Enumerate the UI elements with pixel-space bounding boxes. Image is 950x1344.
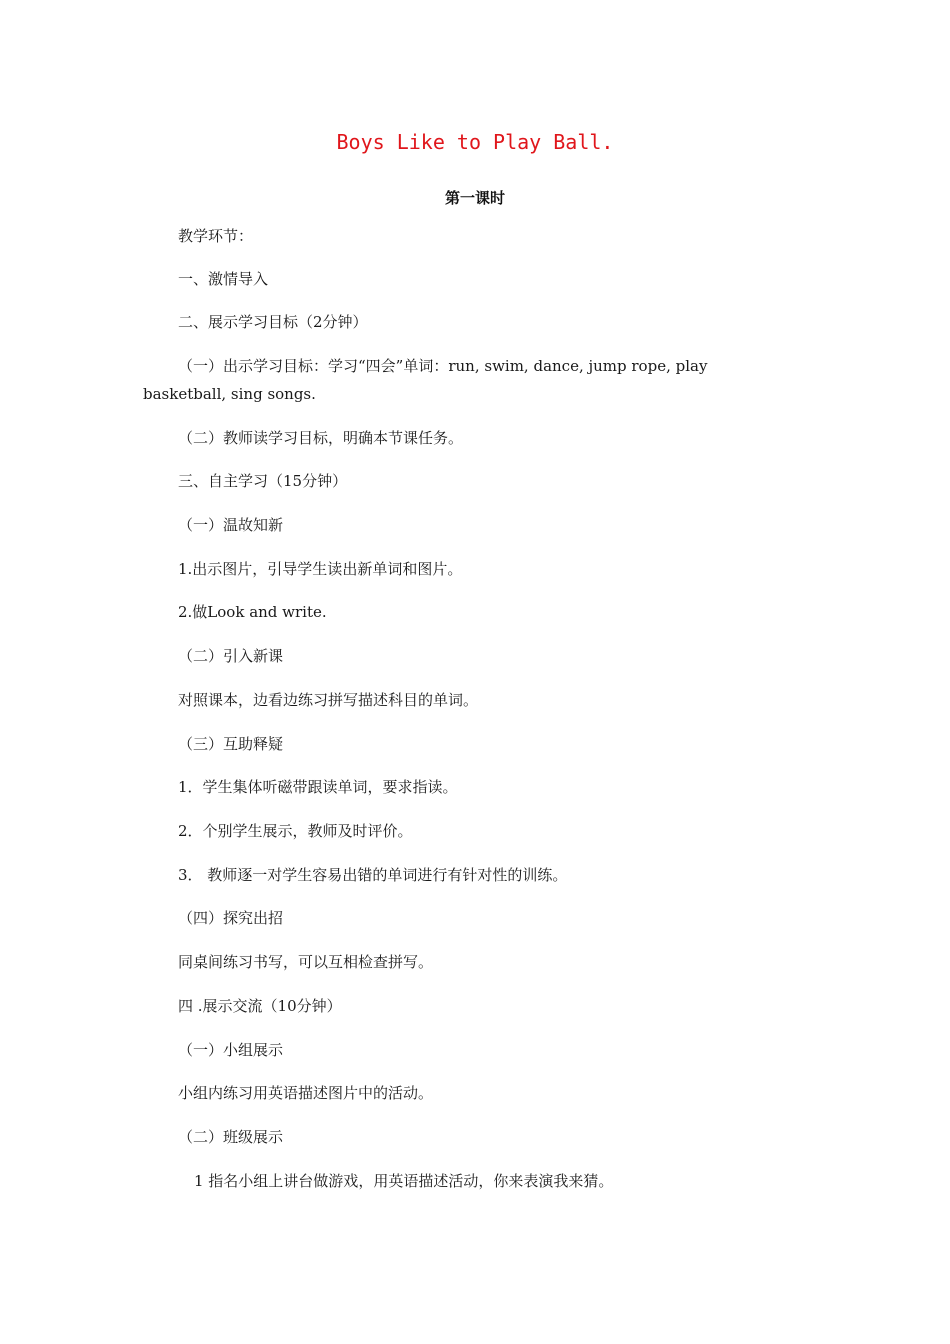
paragraph: 教学环节：	[178, 227, 254, 245]
lesson-subtitle: 第一课时	[444, 189, 505, 207]
paragraph: 小组内练习用英语描述图片中的活动。	[178, 1084, 434, 1102]
document-title: Boys Like to Play Ball.	[336, 130, 614, 154]
paragraph: 同桌间练习书写，可以互相检查拼写。	[178, 953, 434, 971]
paragraph: （一）小组展示	[178, 1041, 284, 1059]
paragraph: 三、自主学习（15分钟）	[178, 472, 348, 490]
paragraph: （一）温故知新	[178, 516, 284, 534]
paragraph: 一、激情导入	[178, 270, 269, 288]
paragraph: 1.出示图片，引导学生读出新单词和图片。	[178, 560, 463, 578]
paragraph: 2．个别学生展示，教师及时评价。	[178, 822, 413, 840]
paragraph: （二）教师读学习目标，明确本节课任务。	[178, 429, 464, 447]
paragraph: （二）引入新课	[178, 647, 284, 665]
paragraph: （一）出示学习目标：学习“四会”单词：run, swim, dance, jump rope, play	[178, 357, 708, 375]
paragraph: （二）班级展示	[178, 1128, 284, 1146]
paragraph: 2.做Look and write.	[178, 603, 327, 621]
paragraph-continuation: basketball, sing songs.	[143, 385, 316, 403]
paragraph: 1．学生集体听磁带跟读单词，要求指读。	[178, 778, 458, 796]
paragraph: 1 指名小组上讲台做游戏，用英语描述活动，你来表演我来猜。	[194, 1172, 614, 1190]
paragraph: 3． 教师逐一对学生容易出错的单词进行有针对性的训练。	[178, 866, 568, 884]
paragraph: （四）探究出招	[178, 909, 284, 927]
paragraph: 对照课本，边看边练习拼写描述科目的单词。	[178, 691, 479, 709]
paragraph: 四 .展示交流（10分钟）	[178, 997, 342, 1015]
paragraph: 二、展示学习目标（2分钟）	[178, 313, 368, 331]
paragraph: （三）互助释疑	[178, 735, 284, 753]
